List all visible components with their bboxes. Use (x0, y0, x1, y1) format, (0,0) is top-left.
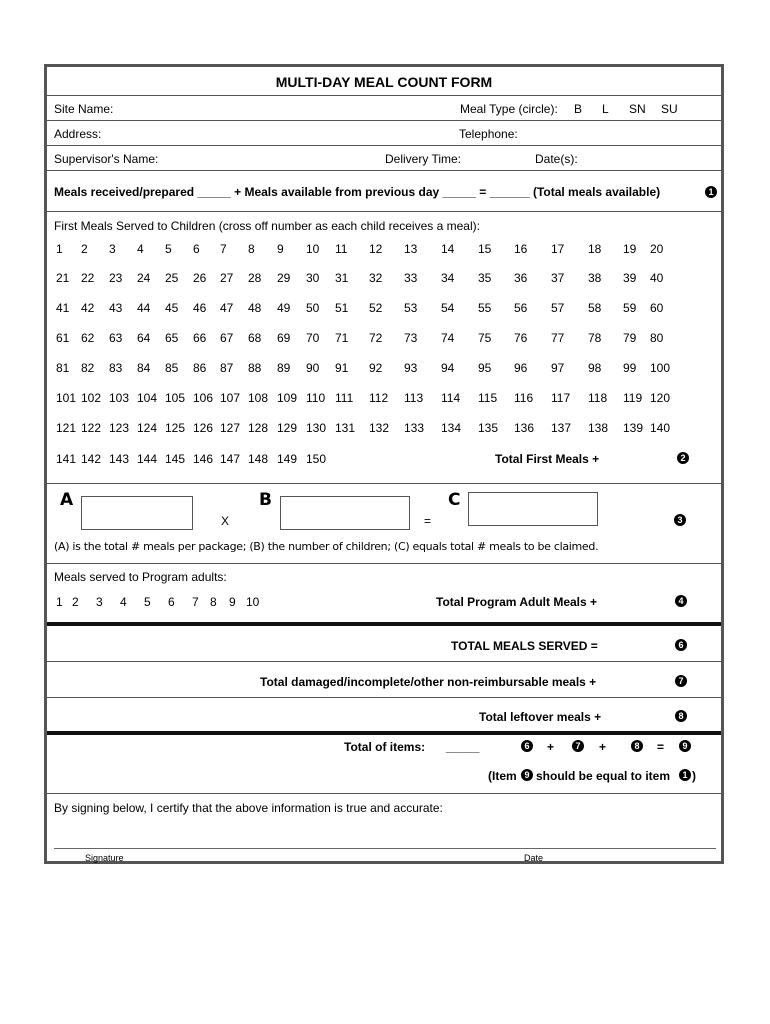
child-number[interactable]: 112 (369, 391, 389, 405)
child-number[interactable]: 98 (588, 361, 602, 375)
child-number[interactable]: 103 (109, 391, 130, 405)
child-number[interactable]: 147 (220, 452, 241, 466)
child-number[interactable]: 57 (551, 301, 565, 315)
child-number[interactable]: 5 (165, 242, 172, 256)
child-number[interactable]: 54 (441, 301, 455, 315)
total-items-label: Total of items: (344, 740, 426, 754)
child-number[interactable]: 118 (588, 391, 608, 405)
child-number[interactable]: 67 (220, 331, 234, 345)
total-first-meals-label: Total First Meals + (495, 452, 600, 466)
child-number[interactable]: 108 (248, 391, 269, 405)
marker-3-icon: 3 (674, 514, 686, 526)
first-meals-label: First Meals Served to Children (cross off number as each child receives a meal): (54, 219, 480, 233)
child-number[interactable]: 68 (248, 331, 262, 345)
child-number[interactable]: 107 (220, 391, 241, 405)
child-number[interactable]: 31 (335, 271, 349, 285)
total-damaged-label: Total damaged/incomplete/other non-reimbursable meals + (260, 675, 597, 689)
child-number[interactable]: 81 (56, 361, 70, 375)
child-number[interactable]: 150 (306, 452, 327, 466)
child-number[interactable]: 83 (109, 361, 123, 375)
child-number[interactable]: 124 (137, 421, 158, 435)
child-number[interactable]: 78 (588, 331, 602, 345)
adult-meals-label: Meals served to Program adults: (54, 570, 227, 584)
marker-6-icon: 6 (521, 740, 533, 752)
child-number[interactable]: 26 (193, 271, 207, 285)
child-number[interactable]: 15 (478, 242, 492, 256)
child-number[interactable]: 52 (369, 301, 383, 315)
child-number[interactable]: 34 (441, 271, 455, 285)
child-number[interactable]: 48 (248, 301, 262, 315)
child-number[interactable]: 6 (193, 242, 200, 256)
child-number[interactable]: 4 (137, 242, 144, 256)
child-number[interactable]: 128 (248, 421, 269, 435)
delivery-time-label: Delivery Time: (385, 152, 462, 166)
total-adult-meals-label: Total Program Adult Meals + (436, 595, 598, 609)
child-number[interactable]: 141 (56, 452, 77, 466)
child-number[interactable]: 73 (404, 331, 418, 345)
child-number[interactable]: 93 (404, 361, 418, 375)
calc-b-label: B (259, 490, 272, 510)
child-number[interactable]: 105 (165, 391, 186, 405)
child-number[interactable]: 137 (551, 421, 572, 435)
meals-received-line: Meals received/prepared _____ + Meals available from previous day _____ = ______ (Total meals available) (54, 185, 661, 199)
child-number[interactable]: 29 (277, 271, 291, 285)
child-number[interactable]: 89 (277, 361, 291, 375)
dates-label: Date(s): (535, 152, 578, 166)
total-items-blank[interactable]: _____ (446, 740, 480, 754)
child-number[interactable]: 39 (623, 271, 637, 285)
child-number[interactable]: 126 (193, 421, 214, 435)
supervisor-row (47, 146, 721, 171)
telephone-label: Telephone: (459, 127, 518, 141)
child-number[interactable]: 3 (109, 242, 116, 256)
child-number[interactable]: 76 (514, 331, 528, 345)
child-number[interactable]: 46 (193, 301, 207, 315)
child-number[interactable]: 121 (56, 421, 77, 435)
marker-4-icon: 4 (675, 595, 687, 607)
child-number[interactable]: 2 (81, 242, 88, 256)
meal-type-sn[interactable]: SN (629, 102, 646, 116)
date-label: Date (524, 853, 544, 863)
child-number[interactable]: 66 (193, 331, 207, 345)
child-number[interactable]: 58 (588, 301, 602, 315)
item-note-middle: should be equal to item (536, 769, 671, 783)
child-number[interactable]: 125 (165, 421, 186, 435)
child-number[interactable]: 143 (109, 452, 130, 466)
child-number[interactable]: 18 (588, 242, 602, 256)
child-number[interactable]: 23 (109, 271, 123, 285)
plus-sign: + (599, 740, 607, 754)
calc-b-input[interactable] (280, 496, 410, 530)
total-items-section (47, 735, 721, 794)
child-number[interactable]: 88 (248, 361, 262, 375)
child-number[interactable]: 1 (56, 242, 63, 256)
total-leftover-row (47, 698, 721, 735)
child-number[interactable]: 10 (306, 242, 320, 256)
child-number[interactable]: 111 (335, 391, 354, 405)
child-number[interactable]: 19 (623, 242, 637, 256)
supervisor-label: Supervisor's Name: (54, 152, 159, 166)
child-number[interactable]: 56 (514, 301, 528, 315)
child-number[interactable]: 134 (441, 421, 462, 435)
meal-type-su[interactable]: SU (661, 102, 678, 116)
signature-label: Signature (85, 853, 124, 863)
child-number[interactable]: 119 (623, 391, 643, 405)
child-number[interactable]: 84 (137, 361, 151, 375)
child-number[interactable]: 74 (441, 331, 455, 345)
total-meals-served-row (47, 626, 721, 662)
child-number[interactable]: 40 (650, 271, 664, 285)
child-number[interactable]: 140 (650, 421, 671, 435)
child-number[interactable]: 114 (441, 391, 461, 405)
child-number[interactable]: 20 (650, 242, 664, 256)
meals-received-row (47, 171, 721, 212)
child-number[interactable]: 77 (551, 331, 565, 345)
child-number[interactable]: 45 (165, 301, 179, 315)
total-damaged-row (47, 662, 721, 698)
child-number[interactable]: 65 (165, 331, 179, 345)
child-number[interactable]: 28 (248, 271, 262, 285)
child-number[interactable]: 113 (404, 391, 424, 405)
child-number[interactable]: 41 (56, 301, 70, 315)
child-number[interactable]: 16 (514, 242, 528, 256)
plus-sign: + (547, 740, 555, 754)
child-number[interactable]: 47 (220, 301, 234, 315)
child-number[interactable]: 90 (306, 361, 320, 375)
child-number[interactable]: 92 (369, 361, 383, 375)
child-number[interactable]: 94 (441, 361, 455, 375)
child-number[interactable]: 53 (404, 301, 418, 315)
meal-type-l[interactable]: L (602, 102, 609, 116)
adult-number[interactable]: 3 (96, 595, 103, 609)
child-number[interactable]: 33 (404, 271, 418, 285)
child-number[interactable]: 100 (650, 361, 671, 375)
adult-meals-section (47, 564, 721, 626)
child-number[interactable]: 35 (478, 271, 492, 285)
child-number[interactable]: 70 (306, 331, 320, 345)
child-number[interactable]: 38 (588, 271, 602, 285)
form-header (47, 67, 721, 96)
child-number[interactable]: 85 (165, 361, 179, 375)
site-name-label: Site Name: (54, 102, 114, 116)
marker-9-icon: 9 (679, 740, 691, 752)
child-number[interactable]: 110 (306, 391, 326, 405)
certify-text: By signing below, I certify that the above information is true and accurate: (54, 801, 443, 815)
calc-c-input[interactable] (468, 492, 598, 526)
child-number[interactable]: 87 (220, 361, 234, 375)
child-number[interactable]: 133 (404, 421, 425, 435)
child-number[interactable]: 36 (514, 271, 528, 285)
child-number[interactable]: 102 (81, 391, 102, 405)
child-number[interactable]: 131 (335, 421, 356, 435)
child-number[interactable]: 91 (335, 361, 349, 375)
marker-9-icon: 9 (521, 769, 533, 781)
signature-line[interactable] (54, 848, 716, 849)
child-number[interactable]: 27 (220, 271, 234, 285)
child-number[interactable]: 63 (109, 331, 123, 345)
equals-sign: = (657, 740, 665, 754)
child-number[interactable]: 61 (56, 331, 70, 345)
meal-count-form (44, 64, 724, 864)
child-number[interactable]: 22 (81, 271, 95, 285)
calc-a-input[interactable] (81, 496, 193, 530)
address-label: Address: (54, 127, 102, 141)
total-meals-served-label: TOTAL MEALS SERVED = (451, 639, 598, 653)
child-number[interactable]: 96 (514, 361, 528, 375)
address-row (47, 121, 721, 146)
child-number[interactable]: 79 (623, 331, 637, 345)
child-number[interactable]: 30 (306, 271, 320, 285)
child-number[interactable]: 86 (193, 361, 207, 375)
child-number[interactable]: 75 (478, 331, 492, 345)
marker-1-icon: 1 (705, 186, 717, 198)
child-number[interactable]: 130 (306, 421, 327, 435)
item-note-prefix: (Item (488, 769, 517, 783)
adult-number[interactable]: 2 (72, 595, 79, 609)
child-number[interactable]: 146 (193, 452, 214, 466)
marker-8-icon: 8 (675, 710, 687, 722)
child-number[interactable]: 120 (650, 391, 671, 405)
marker-2-icon: 2 (677, 452, 689, 464)
child-number[interactable]: 116 (514, 391, 534, 405)
child-number[interactable]: 129 (277, 421, 298, 435)
child-number[interactable]: 139 (623, 421, 644, 435)
child-number[interactable]: 132 (369, 421, 390, 435)
adult-number[interactable]: 1 (56, 595, 63, 609)
child-number[interactable]: 24 (137, 271, 151, 285)
calc-a-label: A (60, 490, 74, 510)
adult-number[interactable]: 4 (120, 595, 127, 609)
calc-equals-sign: = (424, 514, 432, 528)
calc-x-sign: X (221, 514, 230, 528)
child-number[interactable]: 64 (137, 331, 151, 345)
child-number[interactable]: 60 (650, 301, 664, 315)
child-number[interactable]: 51 (335, 301, 349, 315)
adult-number[interactable]: 6 (168, 595, 175, 609)
child-number[interactable]: 136 (514, 421, 535, 435)
child-number[interactable]: 72 (369, 331, 383, 345)
adult-number[interactable]: 5 (144, 595, 151, 609)
marker-6-icon: 6 (675, 639, 687, 651)
child-number[interactable]: 82 (81, 361, 95, 375)
child-number[interactable]: 55 (478, 301, 492, 315)
calc-c-label: C (448, 490, 461, 510)
child-number[interactable]: 97 (551, 361, 565, 375)
marker-7-icon: 7 (572, 740, 584, 752)
child-number[interactable]: 32 (369, 271, 383, 285)
marker-8-icon: 8 (631, 740, 643, 752)
calc-note: (A) is the total # meals per package; (B) the number of children; (C) equals total # meals to be claimed. (54, 540, 599, 553)
meal-type-b[interactable]: B (574, 102, 583, 116)
child-number[interactable]: 71 (335, 331, 349, 345)
child-number[interactable]: 142 (81, 452, 102, 466)
meal-type-label: Meal Type (circle): (460, 102, 558, 116)
signature-section (47, 794, 721, 864)
child-number[interactable]: 43 (109, 301, 123, 315)
child-number[interactable]: 50 (306, 301, 320, 315)
child-number[interactable]: 69 (277, 331, 291, 345)
child-number[interactable]: 95 (478, 361, 492, 375)
site-row (47, 96, 721, 121)
child-number[interactable]: 80 (650, 331, 664, 345)
child-number[interactable]: 62 (81, 331, 95, 345)
child-number[interactable]: 145 (165, 452, 186, 466)
child-number[interactable]: 115 (478, 391, 498, 405)
form-title: MULTI-DAY MEAL COUNT FORM (275, 74, 493, 90)
child-number[interactable]: 99 (623, 361, 637, 375)
marker-1-icon: 1 (679, 769, 691, 781)
total-leftover-label: Total leftover meals + (479, 710, 602, 724)
child-number[interactable]: 149 (277, 452, 298, 466)
child-number[interactable]: 101 (56, 391, 77, 405)
child-number[interactable]: 144 (137, 452, 158, 466)
child-number[interactable]: 109 (277, 391, 298, 405)
child-number[interactable]: 138 (588, 421, 609, 435)
calculation-section (47, 484, 721, 564)
child-number[interactable]: 135 (478, 421, 499, 435)
child-number[interactable]: 7 (220, 242, 227, 256)
child-number[interactable]: 13 (404, 242, 418, 256)
child-number[interactable]: 8 (248, 242, 255, 256)
child-number[interactable]: 17 (551, 242, 565, 256)
child-number[interactable]: 117 (551, 391, 571, 405)
child-number[interactable]: 42 (81, 301, 95, 315)
adult-number[interactable]: 7 (192, 595, 199, 609)
child-number[interactable]: 37 (551, 271, 565, 285)
child-number[interactable]: 49 (277, 301, 291, 315)
child-number[interactable]: 12 (369, 242, 383, 256)
child-number[interactable]: 123 (109, 421, 130, 435)
child-number[interactable]: 104 (137, 391, 158, 405)
child-number[interactable]: 44 (137, 301, 151, 315)
child-number[interactable]: 9 (277, 242, 284, 256)
child-number[interactable]: 25 (165, 271, 179, 285)
child-number[interactable]: 122 (81, 421, 102, 435)
child-number[interactable]: 148 (248, 452, 269, 466)
adult-number[interactable]: 8 (210, 595, 217, 609)
child-number[interactable]: 59 (623, 301, 637, 315)
child-number[interactable]: 11 (335, 242, 348, 256)
child-number[interactable]: 106 (193, 391, 214, 405)
child-number[interactable]: 21 (56, 271, 70, 285)
first-meals-section (47, 212, 721, 484)
item-note-suffix: ) (692, 769, 696, 783)
adult-number[interactable]: 9 (229, 595, 236, 609)
child-number[interactable]: 14 (441, 242, 455, 256)
child-number[interactable]: 127 (220, 421, 241, 435)
adult-number[interactable]: 10 (246, 595, 260, 609)
marker-7-icon: 7 (675, 675, 687, 687)
